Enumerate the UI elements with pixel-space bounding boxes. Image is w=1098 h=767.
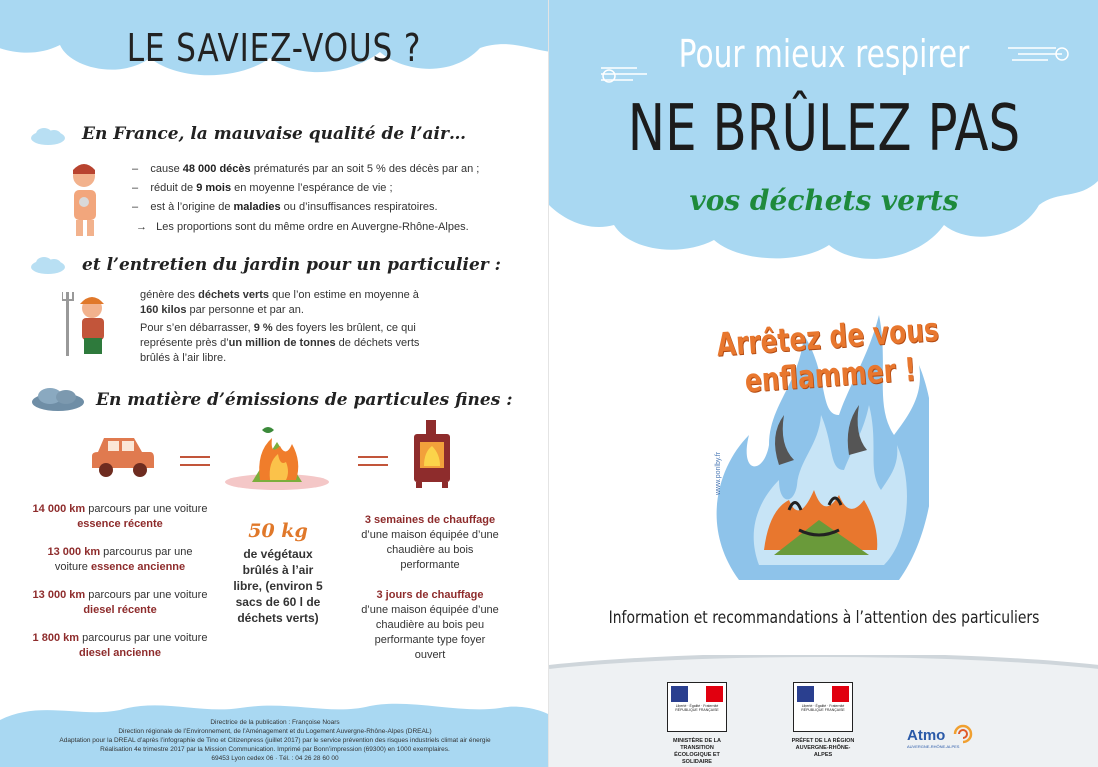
list-item: – cause 48 000 décès prématurés par an soit 5 % des décès par an ; xyxy=(132,163,480,175)
credits: Directrice de la publication : Françoise Noars Direction régionale de l’Environnement, de l’Aménagement et du Logement Auvergne-Rhône-Alpes (DREAL) Adaptation pour la DREAL d’après l’infographie de Tino et Citizenpress (juillet 2017) par le service prévention des risques industriels climat air énergie Réalisation 4e trimestre 2017 par la Mission Communication. Imprimé par Bonn’impression (69300) en 1000 exemplaires. 69453 Lyon cedex 06 · Tél. : 04 26 28 60 00 xyxy=(59,719,491,762)
section-heading-garden: et l’entretien du jardin pour un particulier : xyxy=(82,255,501,275)
burning-pile-icon xyxy=(222,422,332,490)
cloud-icon xyxy=(30,126,66,146)
wood-stove-icon xyxy=(410,420,454,490)
car-stat: 13 000 km parcourus par une voiture essence ancienne xyxy=(47,546,193,573)
marianne-icon xyxy=(797,686,849,702)
person-coughing-icon xyxy=(68,158,104,238)
ministry-logo: Liberté · Égalité · Fraternité RÉPUBLIQUE FRANÇAISE xyxy=(667,682,727,732)
kg-value: 50 kg xyxy=(248,520,308,542)
atmo-logo: Atmo xyxy=(907,727,946,744)
marianne-icon xyxy=(671,686,723,702)
equals-sign xyxy=(358,456,388,466)
regional-note: → Les proportions sont du même ordre en Auvergne-Rhône-Alpes. xyxy=(136,221,469,233)
car-icon xyxy=(90,428,156,482)
prefecture-label: PRÉFET DE LA RÉGION AUVERGNE-RHÔNE-ALPES xyxy=(791,738,855,758)
dark-cloud-icon xyxy=(28,386,86,412)
right-panel xyxy=(548,0,1098,767)
car-stat: 1 800 km parcourus par une voiture diesel ancienne xyxy=(32,632,208,659)
atmo-swirl-icon xyxy=(951,722,975,746)
cloud-icon xyxy=(30,255,66,275)
list-item: – réduit de 9 mois en moyenne l’espérance de vie ; xyxy=(132,182,393,194)
car-stat: 13 000 km parcours par une voiture diesel récente xyxy=(32,589,208,616)
left-panel xyxy=(0,0,548,767)
heating-stat: 3 jours de chauffage d’une maison équipée d’une chaudière au bois peu performante type foyer ouvert xyxy=(361,589,499,661)
heating-stat: 3 semaines de chauffage d’une maison équipée d’une chaudière au bois performante xyxy=(361,514,499,571)
list-item: – est à l’origine de maladies ou d’insuffisances respiratoires. xyxy=(132,201,438,213)
equals-sign xyxy=(180,456,210,466)
cover-tagline: vos déchets verts xyxy=(689,184,959,217)
page-title: LE SAVIEZ-VOUS ? xyxy=(126,26,422,70)
section-heading-france: En France, la mauvaise qualité de l’air… xyxy=(82,124,466,144)
kg-description: de végétaux brûlés à l’air libre, (environ 5 sacs de 60 l de déchets verts) xyxy=(233,547,323,625)
cover-info: Information et recommandations à l’attention des particuliers xyxy=(608,608,1040,628)
section-heading-particles: En matière d’émissions de particules fines : xyxy=(96,390,513,410)
cover-subtitle: Pour mieux respirer xyxy=(678,32,970,76)
illustrator-credit: www.ponlby.fr xyxy=(715,451,722,495)
prefecture-logo: Liberté · Égalité · Fraternité RÉPUBLIQUE FRANÇAISE xyxy=(793,682,853,732)
car-stat: 14 000 km parcours par une voiture essence récente xyxy=(32,503,208,530)
cover-slogan: Arrêtez de vous enflammer ! xyxy=(715,310,940,400)
cover-title: NE BRÛLEZ PAS xyxy=(627,92,1021,166)
ministry-label: MINISTÈRE DE LA TRANSITION ÉCOLOGIQUE ET SOLIDAIRE xyxy=(673,738,721,765)
france-bullets xyxy=(132,160,479,217)
garden-text: génère des déchets verts que l’on estime en moyenne à 160 kilos par personne et par an. Pour s’en débarrasser, 9 % des foyers les brûlent, ce qui représente près d’un million de tonnes de déchets verts brûlés à l’air libre. xyxy=(140,289,420,364)
atmo-region: AUVERGNE-RHÔNE-ALPES xyxy=(907,744,960,749)
gardener-icon xyxy=(62,290,112,360)
